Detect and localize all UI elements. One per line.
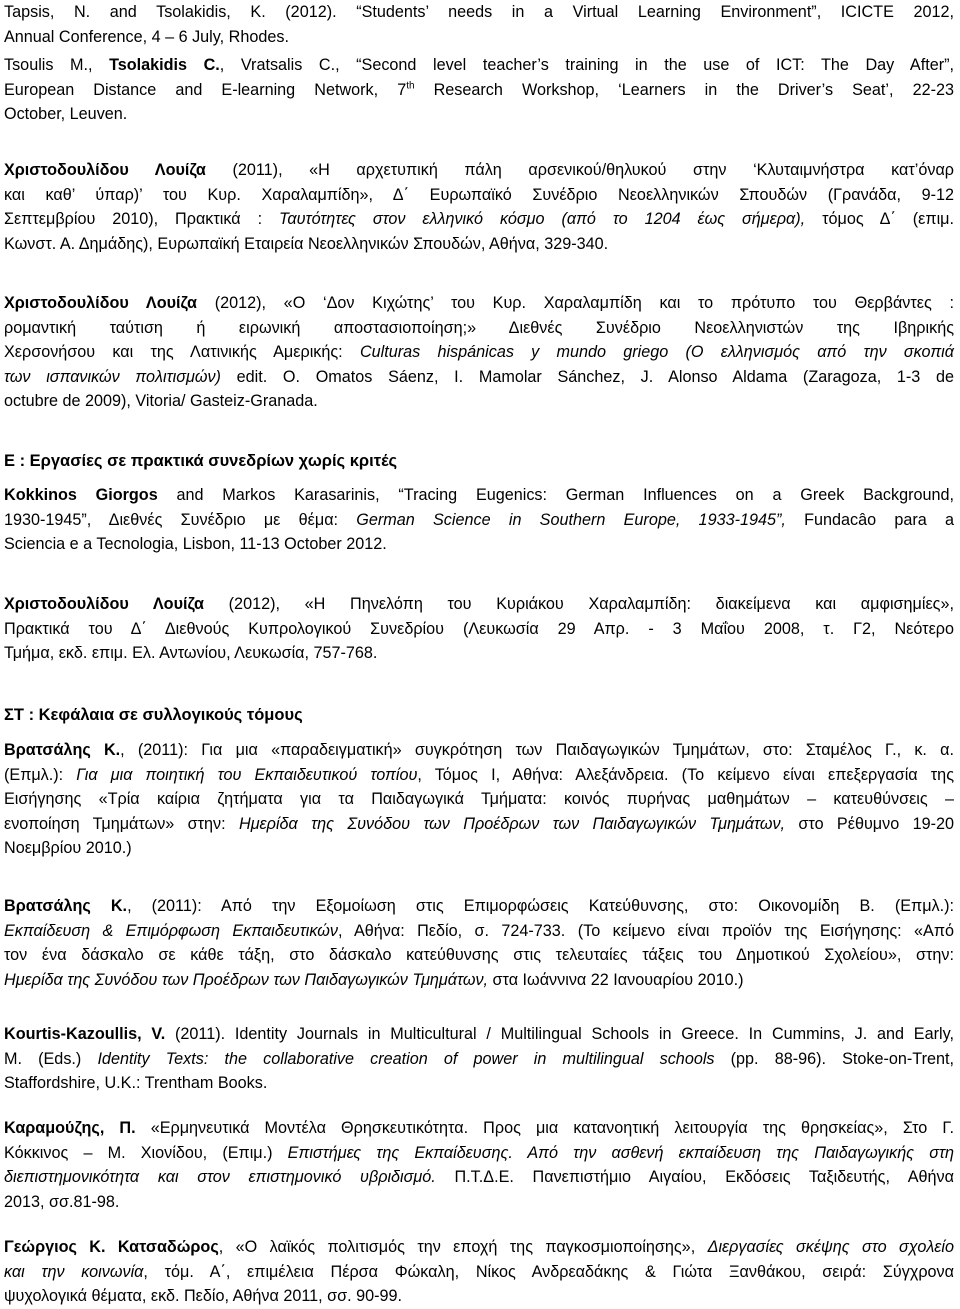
reference-line: Ημερίδα της Συνόδου των Προέδρων των Παιδαγωγικών Τμημάτων, στα Ιωάννινα 22 Ιανουαρίου 2010.) bbox=[4, 970, 744, 989]
reference-line: Tsoulis M., Tsolakidis C., Vratsalis C., “Second level teacher’s training in the use of ICT: The Day After”, bbox=[4, 56, 954, 74]
reference-line: Σεπτεμβρίου 2010), Πρακτικά : Ταυτότητες στον ελληνικό κόσμο (από το 1204 έως σήμερα), τόμος Δ΄ (επιμ. bbox=[4, 210, 954, 228]
reference-line: διεπιστημονικότητα και στον επιστημονικό υβριδισμό. Π.Τ.Δ.Ε. Πανεπιστήμιο Αιγαίου, Εκδόσεις Ταξιδευτής, Αθήνα bbox=[4, 1168, 955, 1186]
reference-author: Tsolakidis C. bbox=[109, 56, 220, 74]
reference-line: ενοποίηση Τμημάτων» στην: Ημερίδα της Συνόδου των Προέδρων των Παιδαγωγικών Τμημάτων, στο Ρέθυμνο 19-20 bbox=[4, 814, 954, 833]
reference-line: ρομαντική ταύτιση ή ειρωνική αποστασιοποίηση;» Διεθνές Συνέδριο Νεοελληνιστών της Ιβηρικής bbox=[4, 318, 954, 337]
reference-line: Χριστοδουλίδου Λουίζα (2011), «Η αρχετυπική πάλη αρσενικού/θηλυκού στην ‘Κλυταιμνήστρα κατ’όναρ bbox=[4, 161, 955, 179]
reference-kourtis-kazoullis bbox=[4, 1022, 954, 1096]
reference-line: Πρακτικά του Δ΄ Διεθνούς Κυπρολογικού Συνεδρίου (Λευκωσία 29 Απρ. - 3 Μαΐου 2008, τ. Γ2, Νεότερο bbox=[4, 619, 954, 638]
reference-line: Staffordshire, U.K.: Trentham Books. bbox=[4, 1074, 268, 1092]
reference-line: Εισήγησης «Τρία καίρια ζητήματα για τα Παιδαγωγικά Τμήματα: κοινός πυρήνας μαθημάτων – κατευθύνσεις – bbox=[4, 790, 954, 808]
reference-author: Kokkinos Giorgos bbox=[4, 486, 158, 504]
reference-line: και την κοινωνία, τόμ. Α΄, επιμέλεια Πέρσα Φώκαλη, Νίκος Ανδρεαδάκης & Γιώτα Ξανθάκου, σειρά: Σύγχρονα bbox=[4, 1262, 954, 1281]
reference-line: Kourtis-Kazoullis, V. (2011). Identity Journals in Multicultural / Multilingual Schools in Greece. In Cummins, J. and Early, bbox=[4, 1025, 954, 1043]
reference-author: Χριστοδουλίδου Λουίζα bbox=[4, 294, 197, 312]
reference-line: Βρατσάλης Κ., (2011): Από την Εξομοίωση στις Επιμορφώσεις Κατεύθυνσης, στο: Οικονομίδη Β. (Επμλ.): bbox=[4, 897, 955, 915]
reference-line: (Επμλ.): Για μια ποιητική του Εκπαιδευτικού τοπίου, Τόμος Ι, Αθήνα: Αλεξάνδρεια. (Το κείμενο είναι επεξεργασία της bbox=[4, 765, 954, 784]
section-heading-st: ΣΤ : Κεφάλαια σε συλλογικούς τόμους bbox=[4, 706, 303, 724]
reference-author: Χριστοδουλίδου Λουίζα bbox=[4, 161, 206, 179]
reference-line: Τμήμα, εκδ. επιμ. Ελ. Αντωνίου, Λευκωσία, 757-768. bbox=[4, 644, 378, 662]
reference-kokkinos bbox=[4, 483, 954, 557]
section-heading-e: Ε : Εργασίες σε πρακτικά συνεδρίων χωρίς κριτές bbox=[4, 452, 398, 470]
reference-line: October, Leuven. bbox=[4, 105, 128, 123]
reference-line: Κωνστ. Α. Δημάδης), Ευρωπαϊκή Εταιρεία Νεοελληνικών Σπουδών, Αθήνα, 329-340. bbox=[4, 234, 609, 253]
reference-line: M. (Eds.) Identity Texts: the collaborative creation of power in multilingual schools (pp. 88-96). Stoke-on-Trent, bbox=[4, 1049, 954, 1068]
reference-line: Χριστοδουλίδου Λουίζα (2012), «Η Πηνελόπη του Κυριάκου Χαραλαμπίδη: διακείμενα και αμφισημίες», bbox=[4, 595, 954, 613]
reference-author: Βρατσάλης Κ. bbox=[4, 741, 121, 759]
reference-vratsalis-b bbox=[4, 894, 954, 992]
reference-author: Καραμούζης, Π. bbox=[4, 1119, 136, 1137]
reference-author: Γεώργιος Κ. Κατσαδώρος bbox=[4, 1238, 219, 1256]
reference-author: Kourtis-Kazoullis, V. bbox=[4, 1025, 166, 1043]
reference-line: Χριστοδουλίδου Λουίζα (2012), «Ο ‘Δον Κιχώτης’ του Κυρ. Χαραλαμπίδη και το πρότυπο του Θερβάντες : bbox=[4, 294, 954, 312]
reference-author: Χριστοδουλίδου Λουίζα bbox=[4, 595, 204, 613]
reference-line: και καθ’ ύπαρ)’ του Κυρ. Χαραλαμπίδη», Δ΄ Ευρωπαϊκό Συνέδριο Νεοελληνικών Σπουδών (Γρανάδα, 9-12 bbox=[4, 185, 954, 204]
reference-line: European Distance and E-learning Network, 7th Research Workshop, ‘Learners in the Driver’s Seat’, 22-23 bbox=[4, 80, 954, 99]
reference-christodoulidou-2012b bbox=[4, 592, 954, 666]
reference-katsadoros bbox=[4, 1235, 954, 1309]
reference-line: Annual Conference, 4 – 6 July, Rhodes. bbox=[4, 27, 289, 46]
reference-tapsis bbox=[4, 0, 954, 49]
reference-line: Kokkinos Giorgos and Markos Karasarinis, “Tracing Eugenics: German Influences on a Greek Background, bbox=[4, 486, 954, 504]
reference-christodoulidou-2011 bbox=[4, 158, 954, 256]
reference-line: Κόκκινος – Μ. Χιονίδου, (Επιμ.) Επιστήμες της Εκπαίδευσης. Από την ασθενή εκπαίδευση της Παιδαγωγικής στη bbox=[4, 1143, 955, 1162]
reference-line: 1930-1945”, Διεθνές Συνέδριο με θέμα: German Science in Southern Europe, 1933-1945”, Fundacâo para a bbox=[4, 510, 954, 529]
reference-line: των ισπανικών πολιτισμών) edit. O. Omatos Sáenz, I. Mamolar Sánchez, J. Alonso Aldama (Zaragoza, 1-3 de bbox=[4, 367, 954, 386]
reference-line: Βρατσάλης Κ., (2011): Για μια «παραδειγματική» συγκρότηση των Παιδαγωγικών Τμημάτων, στο: Σταμέλος Γ., κ. α. bbox=[4, 741, 954, 759]
reference-vratsalis-a bbox=[4, 738, 954, 861]
reference-line: 2013, σσ.81-98. bbox=[4, 1192, 120, 1211]
reference-line: Χερσονήσου και της Λατινικής Αμερικής: Culturas hispánicas y mundo griego (Ο ελληνισμός από την σκοπιά bbox=[4, 343, 955, 361]
reference-line: Γεώργιος Κ. Κατσαδώρος, «Ο λαϊκός πολιτισμός την εποχή της παγκοσμιοποίησης», Διεργασίες σκέψης στο σχολείο bbox=[4, 1238, 955, 1256]
reference-line: octubre de 2009), Vitoria/ Gasteiz-Granada. bbox=[4, 392, 318, 410]
reference-tsoulis bbox=[4, 53, 954, 127]
reference-line: Εκπαίδευση & Επιμόρφωση Εκπαιδευτικών, Αθήνα: Πεδίο, σ. 724-733. (Το κείμενο είναι προϊόν της Εισήγησης: «Από bbox=[4, 921, 954, 940]
reference-line: ψυχολογικά θέματα, εκδ. Πεδίο, Αθήνα 2011, σσ. 90-99. bbox=[4, 1287, 403, 1305]
reference-line: τον ένα δάσκαλο σε κάθε τάξη, στο δάσκαλο κατεύθυνσης στις τελευταίες τάξεις του Δημοτικού Σχολείου», στην: bbox=[4, 946, 954, 964]
reference-line: Νοεμβρίου 2010.) bbox=[4, 839, 132, 857]
reference-christodoulidou-2012a bbox=[4, 291, 954, 414]
reference-line: Καραμούζης, Π. «Ερμηνευτικά Μοντέλα Θρησκευτικότητα. Προς μια κατανοητική λειτουργία της θρησκείας», Στο Γ. bbox=[4, 1119, 954, 1137]
reference-line: Sciencia e a Tecnologia, Lisbon, 11-13 October 2012. bbox=[4, 535, 387, 553]
reference-line: Tapsis, N. and Tsolakidis, K. (2012). “Students’ needs in a Virtual Learning Environment”, ICICTE 2012, bbox=[4, 3, 954, 21]
reference-author: Βρατσάλης Κ. bbox=[4, 897, 128, 915]
reference-karamouzis bbox=[4, 1116, 954, 1214]
